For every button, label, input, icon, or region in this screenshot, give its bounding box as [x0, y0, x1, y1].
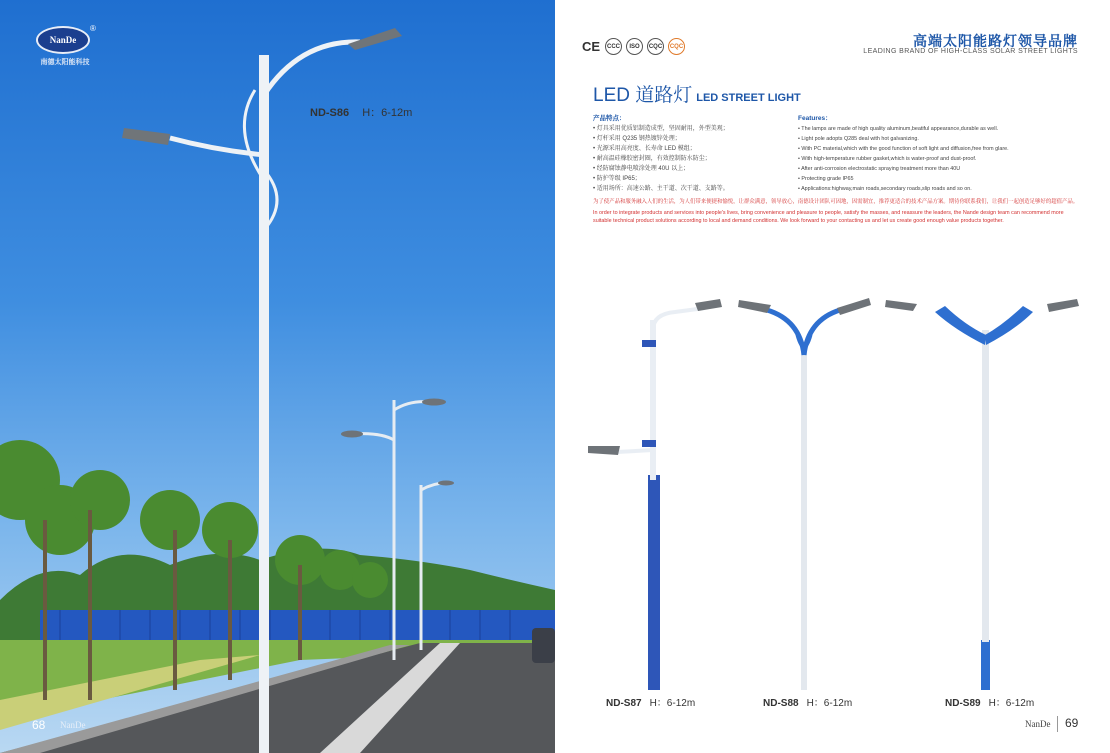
list-item: • 光源采用高亮度、长寿命 LED 模组； — [593, 146, 696, 152]
logo-company-name: 南德太阳能科技 — [40, 59, 90, 66]
title-cn: LED 道路灯 — [593, 85, 693, 106]
features-cn-heading: 产品特点： — [593, 115, 626, 122]
list-item: • With high-temperature rubber gasket,which is water-proof and dust-proof. — [798, 156, 977, 162]
page-number-right: 69 — [1065, 716, 1079, 730]
cqc-mark-icon: CQC — [647, 38, 664, 55]
iso-mark-icon: ISO — [626, 38, 643, 55]
footer-brand-right: NanDe — [1025, 719, 1051, 729]
cqc-orange-mark-icon: CQC — [668, 38, 685, 55]
model-label-s87 — [606, 694, 695, 709]
model-code: ND-S87 — [606, 698, 642, 709]
pole-s89-illustration — [885, 299, 1079, 690]
footer-brand-left: NanDe — [60, 720, 86, 730]
model-code: ND-S86 — [310, 107, 350, 119]
model-height: H：6-12m — [649, 698, 696, 709]
mission-statement-cn: 为了使产品和服务融入人们的生活，为人们带来便捷和愉悦，让群众满意，领导放心，南德设计团队可因地，因需制宜，推荐更适合的技术产品方案。期待你联系我们，让我们一起创造足够好的超值产品。 — [593, 199, 1079, 205]
right-page — [555, 0, 1110, 753]
ccc-mark-icon: CCC — [605, 38, 622, 55]
list-item: • The lamps are made of high quality aluminum,beatiful appearance,durable as well. — [798, 126, 999, 132]
model-code: ND-S88 — [763, 698, 799, 709]
brand-slogan-en: LEADING BRAND OF HIGH-CLASS SOLAR STREET LIGHTS — [863, 48, 1078, 55]
list-item: • 灯具采用优质铝制造成型，坚固耐用，外型美观； — [593, 126, 729, 132]
list-item: • 灯杆采用 Q235 钢热镀锌处理； — [593, 136, 681, 142]
footer-divider — [1057, 716, 1058, 732]
pole-s87-illustration — [588, 299, 722, 690]
pole-illustrations — [555, 0, 1110, 753]
list-item: • Protecting grade IP65 — [798, 176, 854, 182]
list-item: • 防护等级 IP65； — [593, 176, 641, 182]
list-item: • Light pole adopts Q285 deal with hot galvanizing. — [798, 136, 919, 142]
mission-statement-en: In order to integrate products and services into people's lives, bring convenience and pleasure to people, satisfy the masses, and reassure the leaders, the Nande design team can recommend more suitable technical product solutions according to local and demand conditions. We look forward to your contacting us and let us create good enough value products together. — [593, 210, 1064, 224]
ce-mark-icon: CE — [581, 39, 601, 54]
list-item: • Applications:highway,main roads,secondary roads,slip roads and so on. — [798, 186, 972, 192]
model-height: H：6-12m — [988, 698, 1035, 709]
list-item: • 经防腐蚀静电喷涂处理 40U 以上； — [593, 166, 690, 172]
registered-mark: ® — [90, 24, 96, 33]
model-height: H：6-12m — [362, 107, 413, 119]
model-height: H：6-12m — [806, 698, 853, 709]
features-en-heading: Features： — [798, 115, 832, 122]
list-item: • With PC material,which with the good function of soft light and diffusion,free from glare. — [798, 146, 1009, 152]
model-label-s88 — [763, 694, 852, 709]
list-item: • After anti-corrosion electrostatic spraying treatment more than 40U — [798, 166, 961, 172]
model-label-s86 — [310, 104, 412, 120]
title-en: LED STREET LIGHT — [696, 92, 801, 104]
logo-mark: NanDe — [36, 26, 90, 54]
brand-logo — [30, 24, 100, 74]
brand-slogan-cn: 高端太阳能路灯领导品牌 — [913, 33, 1078, 49]
model-code: ND-S89 — [945, 698, 981, 709]
list-item: • 适用场所：高速公路、主干道、次干道、支路等。 — [593, 186, 729, 192]
model-label-s89 — [945, 694, 1034, 709]
list-item: • 耐高温硅橡胶密封圈，有效控制防水防尘； — [593, 156, 711, 162]
page-number-left: 68 — [32, 718, 46, 732]
pole-s88-illustration — [738, 298, 871, 690]
